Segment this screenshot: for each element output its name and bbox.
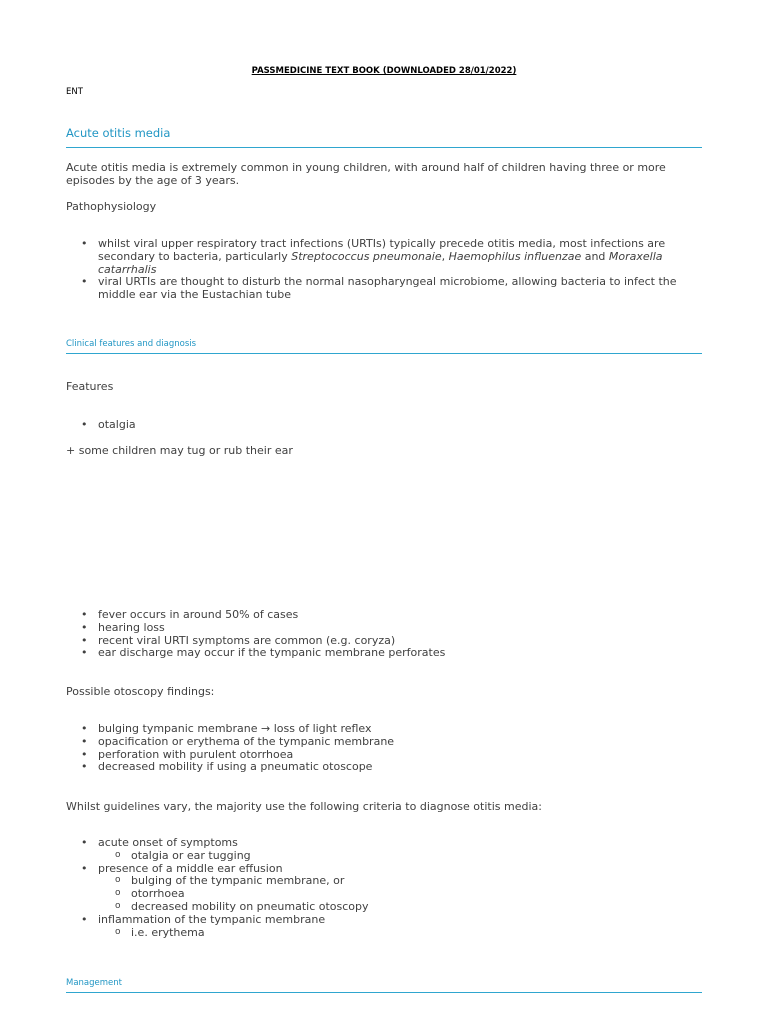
pathophysiology-list <box>66 238 696 302</box>
list-item: • inflammation of the tympanic membrane o i.e. erythema <box>66 914 696 940</box>
otalgia-note: + some children may tug or rub their ear <box>66 444 293 457</box>
sub-list-item: o bulging of the tympanic membrane, or <box>98 875 696 888</box>
sub-list <box>98 927 696 940</box>
list-item: • acute onset of symptoms o otalgia or ear tugging <box>66 837 696 863</box>
list-item: • hearing loss <box>66 622 696 635</box>
list-item: • viral URTIs are thought to disturb the normal nasopharyngeal microbiome, allowing bacteria to infect the middle ear via the Eustachian tube <box>66 276 696 302</box>
criteria-label: Whilst guidelines vary, the majority use the following criteria to diagnose otitis media: <box>66 800 542 813</box>
management-heading: Management <box>66 978 702 993</box>
features-list <box>66 609 696 660</box>
list-item: • ear discharge may occur if the tympanic membrane perforates <box>66 647 696 660</box>
sub-list-item: o otorrhoea <box>98 888 696 901</box>
list-item: • otalgia <box>66 419 696 432</box>
list-item: • recent viral URTI symptoms are common (e.g. coryza) <box>66 635 696 648</box>
list-item: • bulging tympanic membrane → loss of light reflex <box>66 723 696 736</box>
otalgia-list <box>66 419 696 432</box>
list-item: • presence of a middle ear effusion o bulging of the tympanic membrane, or o otorrhoea o decreased mobility on pneumatic otoscopy <box>66 863 696 914</box>
otoscopy-label: Possible otoscopy findings: <box>66 685 215 698</box>
intro-paragraph: Acute otitis media is extremely common in young children, with around half of children having three or more episodes by the age of 3 years. <box>66 161 666 187</box>
otoscopy-list <box>66 723 696 774</box>
organism-name: Streptococcus pneumonaie <box>291 249 442 263</box>
pathophysiology-label: Pathophysiology <box>66 200 157 213</box>
list-item: • fever occurs in around 50% of cases <box>66 609 696 622</box>
clinical-features-heading: Clinical features and diagnosis <box>66 339 702 354</box>
list-item: • whilst viral upper respiratory tract infections (URTIs) typically precede otitis media, most infections are secondary to bacteria, particularly Streptococcus pneumonaie, Haemophilus influenzae and Moraxella catarrhalis <box>66 238 696 276</box>
features-label: Features <box>66 380 114 393</box>
list-item: • decreased mobility if using a pneumatic otoscope <box>66 761 696 774</box>
section-label: ENT <box>66 87 83 97</box>
sub-list-item: o i.e. erythema <box>98 927 696 940</box>
organism-name: Haemophilus influenzae <box>448 249 582 263</box>
sub-list-item: o decreased mobility on pneumatic otoscopy <box>98 901 696 914</box>
list-item: • perforation with purulent otorrhoea <box>66 749 696 762</box>
document-title: PASSMEDICINE TEXT BOOK (DOWNLOADED 28/01/2022) <box>251 66 517 76</box>
criteria-list <box>66 837 696 939</box>
topic-heading: Acute otitis media <box>66 126 702 148</box>
sub-list <box>98 875 696 913</box>
sub-list-item: o otalgia or ear tugging <box>98 850 696 863</box>
organism-name: Moraxella catarrhalis <box>98 249 663 276</box>
list-item: • opacification or erythema of the tympanic membrane <box>66 736 696 749</box>
